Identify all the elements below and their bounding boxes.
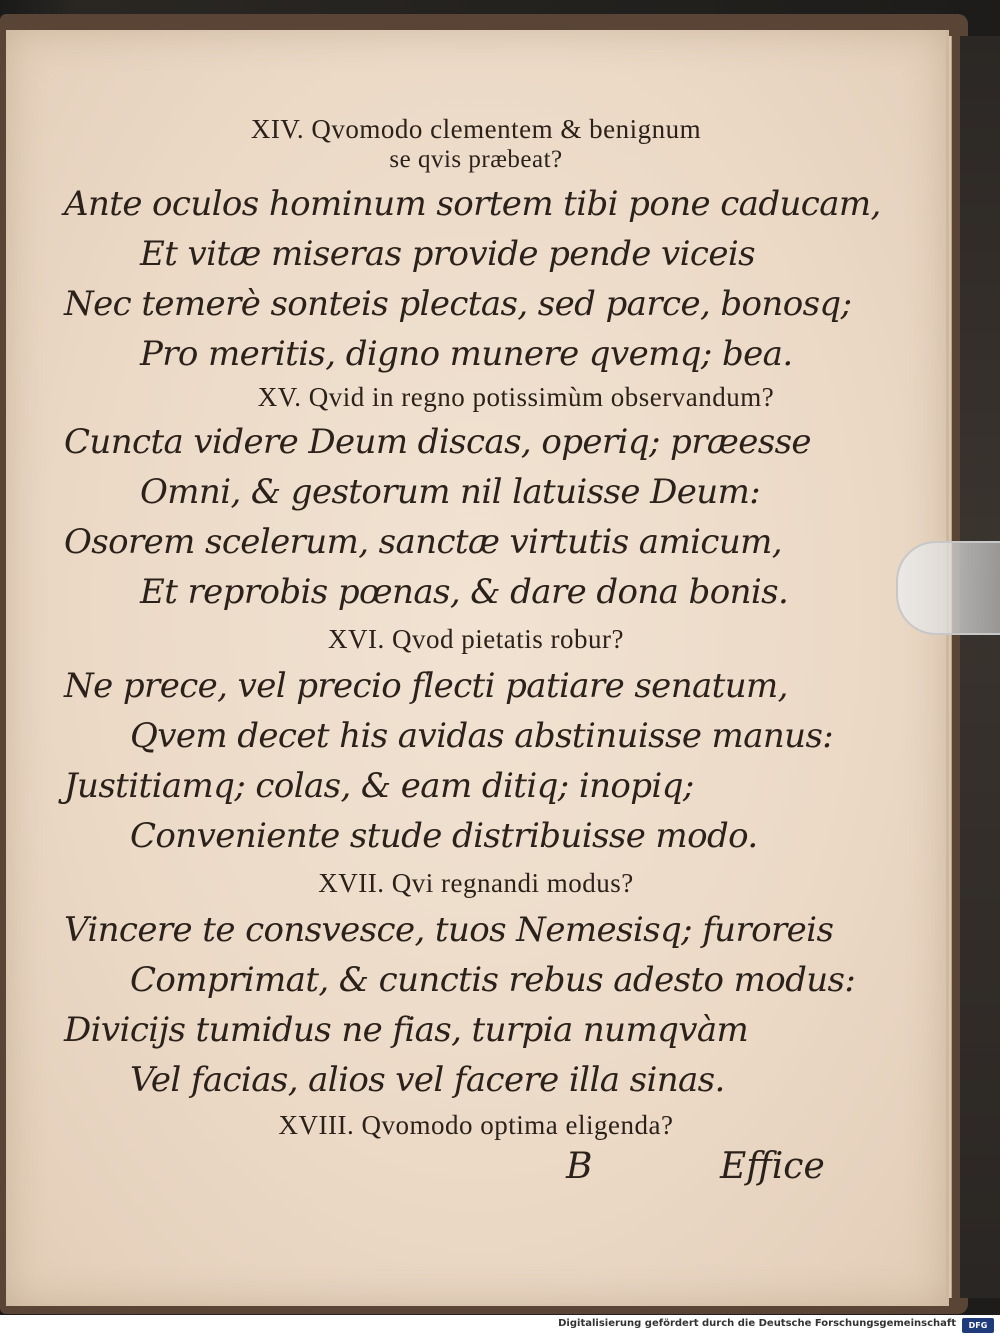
verse-line: Et vitæ miseras provide pende viceis — [140, 234, 755, 274]
verse-line: Omni, & gestorum nil latuisse Deum: — [140, 472, 761, 512]
section-heading-xiv: XIV. Qvomodo clementem & benignum — [250, 114, 702, 144]
verse-line: Vel facias, alios vel facere illa sinas. — [130, 1060, 725, 1100]
section-heading-xviii: XVIII. Qvomodo optima eligenda? — [278, 1110, 674, 1140]
verse-line: Et reprobis pœnas, & dare dona bonis. — [140, 572, 789, 612]
footer-credit: Digitalisierung gefördert durch die Deutsche Forschungsgemeinschaft — [558, 1318, 956, 1329]
book-page — [6, 30, 949, 1306]
verse-line: Osorem scelerum, sanctæ virtutis amicum, — [64, 522, 782, 562]
book-edge-shadow — [960, 36, 1000, 1298]
verse-line: Nec temerè sonteis plectas, sed parce, bonosq; — [64, 284, 852, 324]
verse-line: Conveniente stude distribuisse modo. — [130, 816, 758, 856]
catchword: Effice — [720, 1146, 825, 1187]
verse-line: Divicijs tumidus ne fias, turpia numqvàm — [64, 1010, 749, 1050]
verse-line: Ne prece, vel precio flecti patiare senatum, — [64, 666, 788, 706]
verse-line: Comprimat, & cunctis rebus adesto modus: — [130, 960, 856, 1000]
signature-mark: B — [566, 1146, 593, 1187]
verse-line: Ante oculos hominum sortem tibi pone caducam, — [64, 184, 881, 224]
verse-line: Justitiamq; colas, & eam ditiq; inopiq; — [64, 766, 694, 806]
verse-line: Qvem decet his avidas abstinuisse manus: — [130, 716, 834, 756]
section-heading-xvi: XVI. Qvod pietatis robur? — [328, 624, 624, 654]
page-text — [6, 30, 946, 1306]
section-heading-xvii: XVII. Qvi regnandi modus? — [318, 868, 634, 898]
section-heading-xv: XV. Qvid in regno potissimùm observandum? — [257, 382, 775, 412]
footer-bar — [0, 1315, 1000, 1337]
verse-line: Cuncta videre Deum discas, operiq; præesse — [64, 422, 811, 462]
page-clip — [896, 541, 1000, 635]
dfg-logo: DFG — [962, 1318, 994, 1333]
section-heading-xiv-cont: se qvis præbeat? — [389, 146, 563, 173]
verse-line: Pro meritis, digno munere qvemq; bea. — [140, 334, 793, 374]
verse-line: Vincere te consvesce, tuos Nemesisq; furoreis — [64, 910, 834, 950]
